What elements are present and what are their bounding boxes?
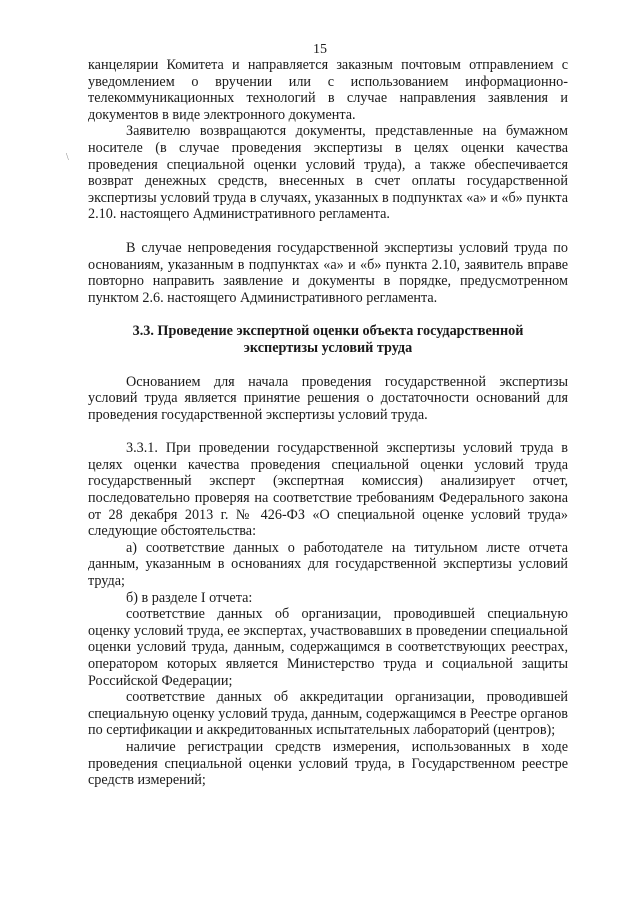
item-a: а) соответствие данных о работодателе на титульном листе отчета данным, указанным в основаниях для государственной экспертизы условий труда; <box>88 539 568 590</box>
section-heading: 3.3. Проведение экспертной оценки объекта государственной экспертизы условий труда <box>132 323 524 356</box>
paragraph-continuation: канцелярии Комитета и направляется заказным почтовым отправлением с уведомлением о вручении или с использованием информационно-телекоммуникационных технологий в случае направления заявления и документов в виде электронного документа. <box>88 57 568 123</box>
paragraph-return-documents: Заявителю возвращаются документы, представленные на бумажном носителе (в случае проведения экспертизы в целях оценки качества проведения специальной оценки условий труда), а также обеспечивается возврат денежных средств, внесенных в счет оплаты государственной экспертизы условий труда в случаях, указанных в подпунктах «а» и «б» пункта 2.10. настоящего Административного регламента. <box>88 123 568 223</box>
page-number: 15 <box>313 42 327 57</box>
item-b-measurement-registration: наличие регистрации средств измерения, использованных в ходе проведения специальной оценки условий труда, в Государственном реестре средств измерений; <box>88 738 568 789</box>
item-b-organization: соответствие данных об организации, проводившей специальную оценку условий труда, ее экспертах, участвовавших в проведении специальной оценки условий труда, данным, содержащимся в соответствующих реестрах, оператором которых является Министерство труда и социальной защиты Российской Федерации; <box>88 606 568 689</box>
document-body <box>88 57 568 789</box>
scan-mark: \ <box>66 152 69 163</box>
paragraph-basis: Основанием для начала проведения государственной экспертизы условий труда является принятие решения о достаточности оснований для проведения государственной экспертизы условий труда. <box>88 373 568 423</box>
item-b: б) в разделе I отчета: <box>126 589 253 606</box>
item-b-accreditation: соответствие данных об аккредитации организации, проводившей специальную оценку условий труда, данным, содержащимся в Реестре органов по сертификации и аккредитованных испытательных лабораторий (центров); <box>88 689 568 739</box>
paragraph-3-3-1: 3.3.1. При проведении государственной экспертизы условий труда в целях оценки качества проведения специальной оценки условий труда государственный эксперт (экспертная комиссия) анализирует отчет, последовательно проверяя на соответствие требованиям Федерального закона от 28 декабря 2013 г. № 426-ФЗ «О специальной оценке условий труда» следующие обстоятельства: <box>88 440 568 540</box>
paragraph-non-conduct: В случае непроведения государственной экспертизы условий труда по основаниям, указанным в подпунктах «а» и «б» пункта 2.10, заявитель вправе повторно направить заявление и документы в порядке, предусмотренном пунктом 2.6. настоящего Административного регламента. <box>88 239 568 306</box>
